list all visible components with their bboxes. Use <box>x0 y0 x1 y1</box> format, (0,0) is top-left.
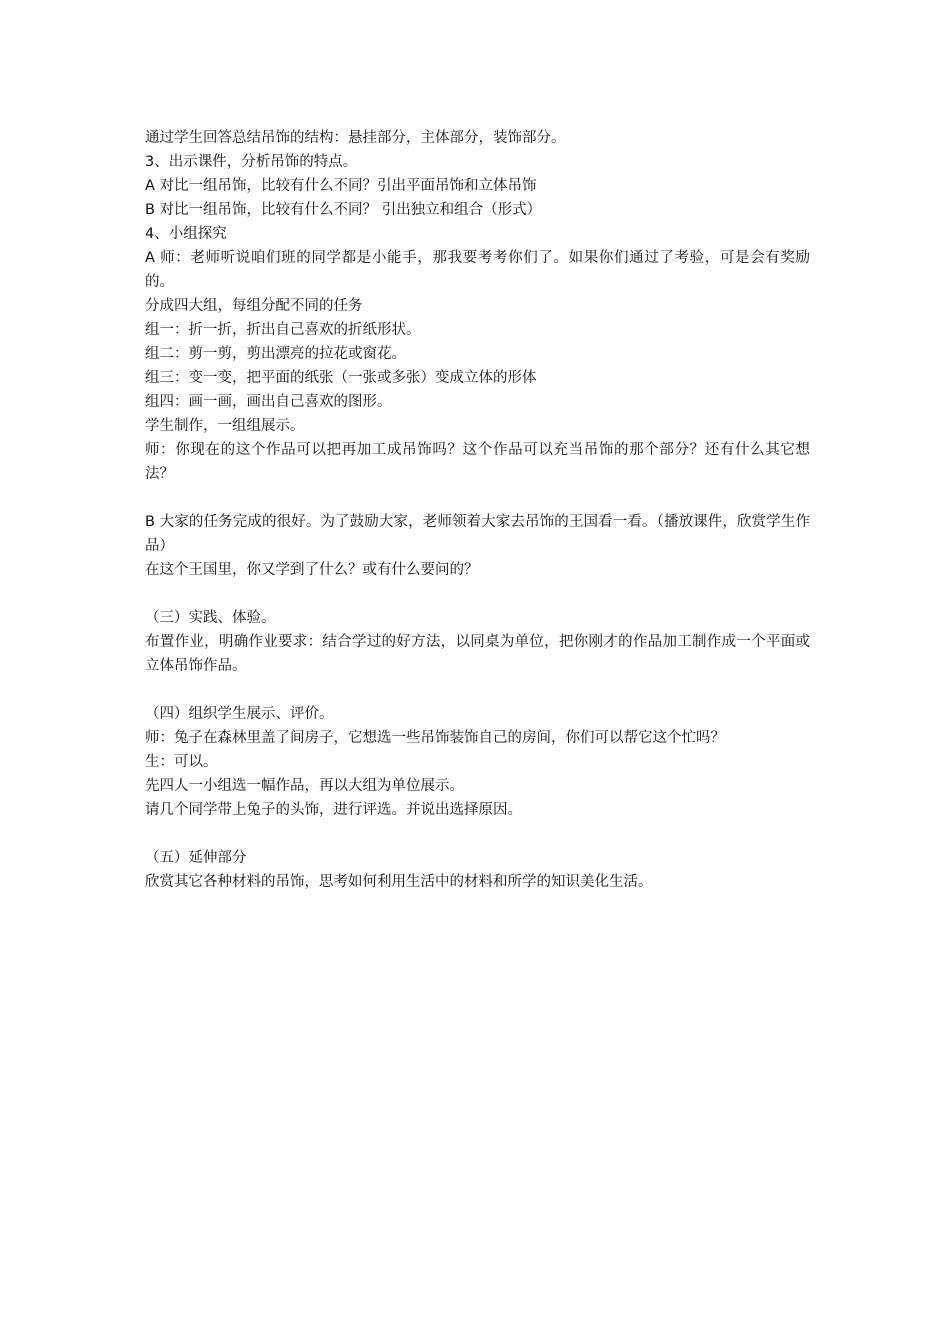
text-line: 组四：画一画，画出自己喜欢的图形。 <box>145 394 392 410</box>
text-paragraph: 布置作业，明确作业要求：结合学过的好方法，以同桌为单位，把你刚才的作品加工制作成一个平面或立体吊饰作品。 <box>145 634 810 674</box>
text-line: 组二：剪一剪，剪出漂亮的拉花或窗花。 <box>145 346 406 362</box>
text-line: 4、小组探究 <box>145 226 227 242</box>
text-line: 师：兔子在森林里盖了间房子，它想选一些吊饰装饰自己的房间，你们可以帮它这个忙吗？ <box>145 730 725 746</box>
blank-line <box>145 822 810 846</box>
text-line: 先四人一小组选一幅作品，再以大组为单位展示。 <box>145 778 464 794</box>
text-line: 在这个王国里，你又学到了什么？或有什么要问的？ <box>145 562 479 578</box>
text-line: 欣赏其它各种材料的吊饰，思考如何利用生活中的材料和所学的知识美化生活。 <box>145 874 653 890</box>
blank-line <box>145 678 810 702</box>
section-heading: （三）实践、体验。 <box>145 610 276 626</box>
text-line: 请几个同学带上兔子的头饰，进行评选。并说出选择原因。 <box>145 802 522 818</box>
text-line: A 对比一组吊饰，比较有什么不同？引出平面吊饰和立体吊饰 <box>145 178 537 194</box>
section-heading: （四）组织学生展示、评价。 <box>145 706 334 722</box>
blank-line <box>145 486 810 510</box>
text-line: 学生制作，一组组展示。 <box>145 418 305 434</box>
blank-line <box>145 582 810 606</box>
text-line: 生：可以。 <box>145 754 218 770</box>
text-paragraph: B 大家的任务完成的很好。为了鼓励大家，老师领着大家去吊饰的王国看一看。（播放课件，欣赏学生作品） <box>145 514 810 554</box>
text-line: 组三：变一变，把平面的纸张（一张或多张）变成立体的形体 <box>145 370 537 386</box>
text-paragraph: 师：你现在的这个作品可以把再加工成吊饰吗？这个作品可以充当吊饰的那个部分？还有什么其它想法？ <box>145 442 810 482</box>
document-body <box>145 126 810 894</box>
text-line: 3、出示课件，分析吊饰的特点。 <box>145 154 358 170</box>
text-line: 通过学生回答总结吊饰的结构：悬挂部分，主体部分，装饰部分。 <box>145 130 566 146</box>
section-heading: （五）延伸部分 <box>145 850 247 866</box>
text-line: 分成四大组，每组分配不同的任务 <box>145 298 363 314</box>
text-line: B 对比一组吊饰，比较有什么不同？ 引出独立和组合（形式） <box>145 202 542 218</box>
text-paragraph: A 师：老师听说咱们班的同学都是小能手，那我要考考你们了。如果你们通过了考验，可是会有奖励的。 <box>145 250 810 290</box>
text-line: 组一：折一折，折出自己喜欢的折纸形状。 <box>145 322 421 338</box>
